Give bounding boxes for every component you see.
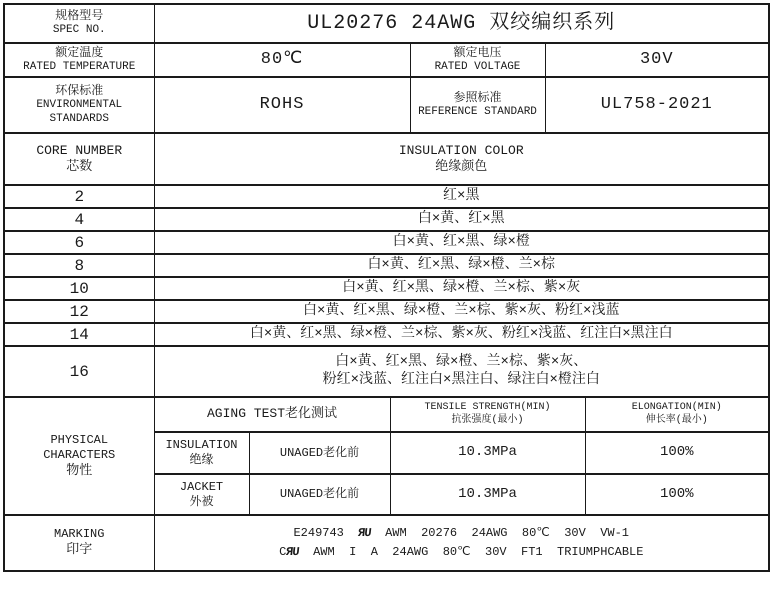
spec-value: UL20276 24AWG 双绞编织系列 (154, 5, 768, 43)
elongation-header-en: ELONGATION(MIN) (631, 402, 722, 413)
rated-voltage-label-cn: 额定电压 (453, 45, 502, 60)
marking-line1-text-cont: AWM 20276 24AWG 80℃ 30V VW-1 (370, 526, 630, 540)
insulation-condition: UNAGED老化前 (249, 432, 390, 474)
marking-section (5, 516, 768, 570)
header-section (5, 5, 768, 134)
insulation-tensile-value: 10.3MPa (390, 432, 585, 474)
environmental-standards-label-en1: ENVIRONMENTAL (36, 98, 123, 111)
core-color-section (5, 134, 768, 398)
core-number-header (5, 134, 154, 185)
color-list: 白×黄、红×黑、绿×橙、兰×棕 (154, 254, 768, 277)
color-list: 白×黄、红×黑、绿×橙、兰×棕、紫×灰、粉红×浅蓝、红注白×黑注白 (154, 323, 768, 346)
spec-no-label-cn: 规格型号 (55, 9, 104, 24)
tensile-strength-header-en: TENSILE STRENGTH(MIN) (424, 402, 551, 413)
reference-standard-value: UL758-2021 (545, 77, 768, 133)
insulation-color-header (154, 134, 768, 185)
table-row (5, 208, 768, 231)
table-row (5, 277, 768, 300)
rated-temperature-label-cn: 额定温度 (55, 45, 104, 60)
insulation-part-label (154, 432, 249, 474)
rated-voltage-value: 30V (545, 43, 768, 77)
marking-content (154, 516, 768, 570)
core-count: 6 (5, 231, 154, 254)
insulation-elongation-value: 100% (585, 432, 768, 474)
table-row (5, 323, 768, 346)
table-row (5, 254, 768, 277)
color-list (154, 346, 768, 397)
core-count: 8 (5, 254, 154, 277)
physical-characters-label-cn: 物性 (66, 462, 93, 478)
spec-no-label-en: SPEC NO. (52, 24, 106, 37)
marking-line-1 (155, 524, 769, 543)
insulation-color-header-cn: 绝缘颜色 (435, 159, 488, 174)
environmental-standards-label-en2: STANDARDS (49, 112, 109, 125)
elongation-header (585, 398, 768, 432)
core-number-header-cn: 芯数 (66, 159, 93, 174)
insulation-part-label-cn: 绝缘 (189, 453, 214, 467)
reference-standard-label (410, 77, 545, 133)
color-list-line2: 粉红×浅蓝、红注白×黑注白、绿注白×橙注白 (322, 371, 600, 388)
insulation-color-header-en: INSULATION COLOR (398, 142, 524, 158)
color-list: 红×黑 (154, 185, 768, 208)
rated-temperature-label-en: RATED TEMPERATURE (23, 60, 136, 73)
jacket-condition: UNAGED老化前 (249, 474, 390, 515)
environmental-standards-value: ROHS (154, 77, 410, 133)
jacket-part-label (154, 474, 249, 515)
color-list: 白×黄、红×黑 (154, 208, 768, 231)
physical-characters-label-en1: PHYSICAL (50, 432, 109, 447)
core-count: 4 (5, 208, 154, 231)
spec-sheet (3, 3, 770, 572)
rated-temperature-value: 80℃ (154, 43, 410, 77)
physical-characters-label (5, 398, 154, 515)
jacket-elongation-value: 100% (585, 474, 768, 515)
marking-line1-text: E249743 (293, 526, 359, 540)
rated-voltage-label (410, 43, 545, 77)
reference-standard-label-cn: 参照标准 (453, 90, 502, 105)
core-count: 10 (5, 277, 154, 300)
color-list: 白×黄、红×黑、绿×橙、兰×棕、紫×灰 (154, 277, 768, 300)
insulation-part-label-en: INSULATION (165, 438, 238, 452)
table-row (5, 185, 768, 208)
table-row (5, 300, 768, 323)
rated-temperature-label (5, 43, 154, 77)
jacket-part-label-cn: 外被 (189, 494, 214, 509)
color-list: 白×黄、红×黑、绿×橙、兰×棕、紫×灰、粉红×浅蓝 (154, 300, 768, 323)
jacket-tensile-value: 10.3MPa (390, 474, 585, 515)
marking-label (5, 516, 154, 570)
table-row (5, 231, 768, 254)
rated-voltage-label-en: RATED VOLTAGE (434, 60, 521, 73)
core-count: 16 (5, 346, 154, 397)
spec-no-label (5, 5, 154, 43)
core-number-header-en: CORE NUMBER (36, 142, 123, 158)
core-count: 2 (5, 185, 154, 208)
jacket-part-label-en: JACKET (179, 479, 224, 494)
marking-line-2 (155, 543, 769, 562)
ul-recognized-mark-icon: ЯU (357, 526, 372, 540)
table-row (5, 346, 768, 397)
marking-line2-text: C (279, 545, 287, 559)
color-list-line1: 白×黄、红×黑、绿×橙、兰×棕、紫×灰、 (335, 354, 588, 370)
tensile-strength-header-cn: 抗张强度(最小) (451, 414, 524, 426)
reference-standard-label-en: REFERENCE STANDARD (418, 105, 537, 118)
marking-label-en: MARKING (54, 527, 105, 542)
physical-section (5, 398, 768, 516)
marking-line2-text-cont: AWM I A 24AWG 80℃ 30V FT1 TRIUMPHCABLE (298, 545, 644, 559)
core-count: 12 (5, 300, 154, 323)
marking-label-cn: 印字 (66, 542, 93, 558)
environmental-standards-label-cn: 环保标准 (55, 83, 104, 98)
tensile-strength-header (390, 398, 585, 432)
ul-recognized-mark-icon: ЯU (285, 545, 300, 559)
color-list: 白×黄、红×黑、绿×橙 (154, 231, 768, 254)
aging-test-header: AGING TEST老化测试 (154, 398, 390, 432)
elongation-header-cn: 伸长率(最小) (645, 414, 708, 426)
core-count: 14 (5, 323, 154, 346)
physical-characters-label-en2: CHARACTERS (43, 447, 116, 462)
environmental-standards-label (5, 77, 154, 133)
